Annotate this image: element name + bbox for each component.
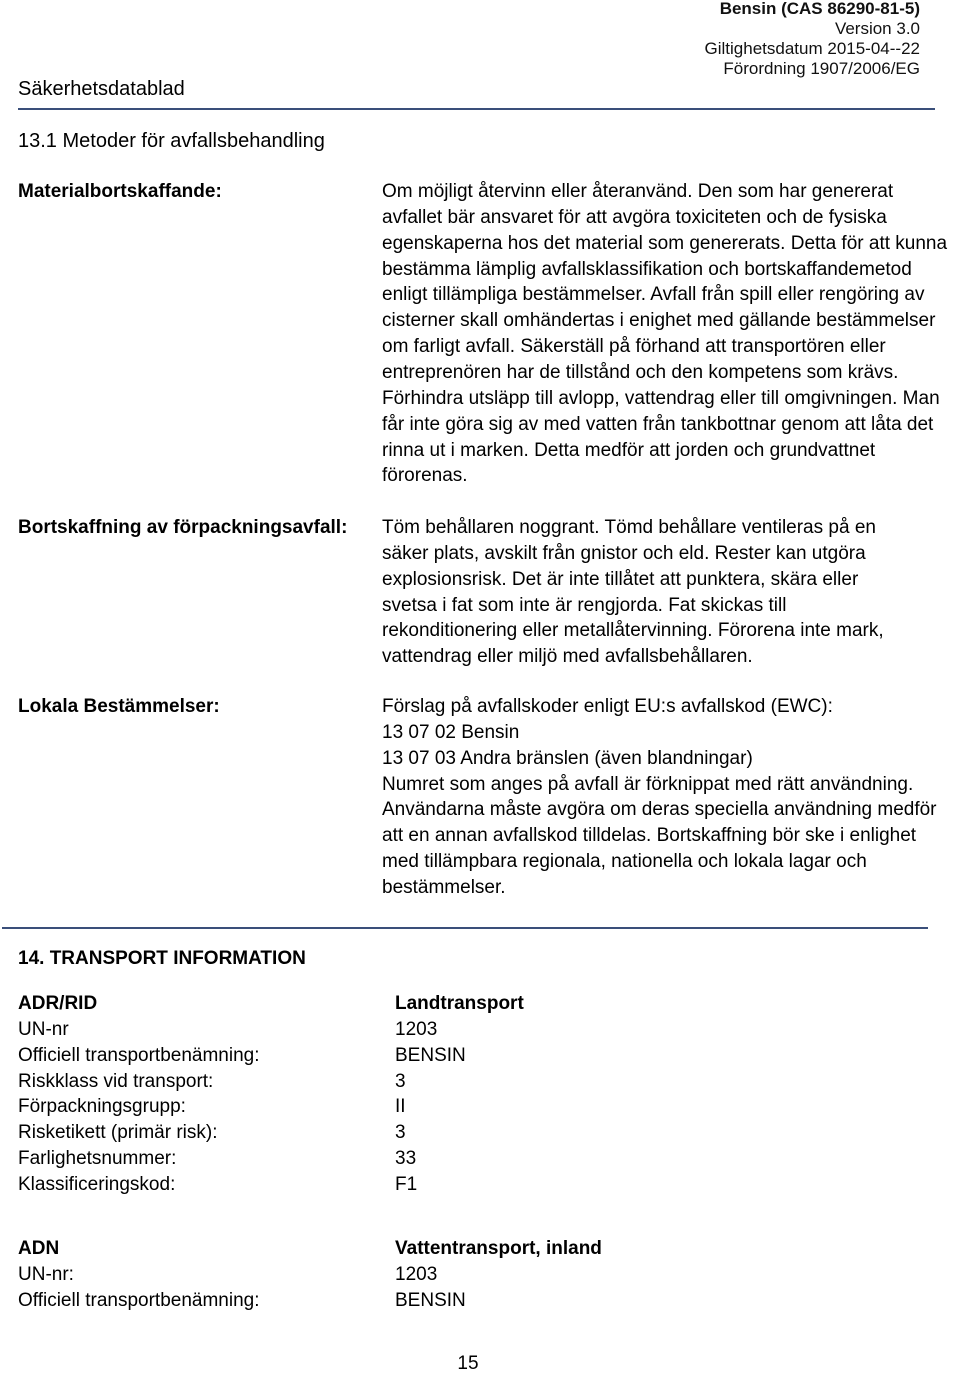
transport-mode-code: ADR/RID bbox=[18, 993, 98, 1014]
transport-table-header bbox=[18, 1236, 718, 1262]
row-value: II bbox=[395, 1096, 406, 1118]
row-label: Riskklass vid transport: bbox=[18, 1070, 214, 1092]
table-row bbox=[18, 1069, 718, 1095]
row-label: Klassificeringskod: bbox=[18, 1174, 176, 1196]
text-line: Töm behållaren noggrant. Tömd behållare ventileras på en bbox=[382, 517, 876, 538]
text-line: svetsa i fat som inte är rengjorda. Fat skickas till bbox=[382, 594, 787, 616]
transport-mode-name: Vattentransport, inland bbox=[395, 1238, 602, 1259]
row-value: BENSIN bbox=[395, 1044, 466, 1066]
text-line: bestämmelser. bbox=[382, 877, 506, 899]
document-header-info bbox=[705, 0, 920, 79]
page-number: 15 bbox=[457, 1353, 479, 1374]
text-line: förorenas. bbox=[382, 465, 468, 487]
table-row bbox=[18, 1043, 718, 1069]
row-label: Förpackningsgrupp: bbox=[18, 1096, 186, 1118]
text-line: egenskaperna hos det material som genererats. Detta för att kunna bbox=[382, 232, 948, 254]
row-value: 1203 bbox=[395, 1263, 438, 1285]
text-line: entreprenören har de tillstånd och den kompetens som krävs. bbox=[382, 362, 899, 384]
row-label: UN-nr: bbox=[18, 1263, 74, 1285]
disposal-row-local-regulations bbox=[0, 694, 960, 899]
local-regulations-label: Lokala Bestämmelser: bbox=[18, 696, 220, 717]
row-value: 33 bbox=[395, 1148, 417, 1170]
disposal-row-packaging bbox=[0, 515, 960, 668]
table-row bbox=[18, 1288, 718, 1314]
row-value: 1203 bbox=[395, 1018, 438, 1040]
transport-table-adr-rid bbox=[18, 991, 718, 1198]
header-regulation: Förordning 1907/2006/EG bbox=[723, 59, 920, 78]
table-row bbox=[18, 1120, 718, 1146]
table-row bbox=[18, 1017, 718, 1043]
transport-table-adn bbox=[18, 1236, 718, 1314]
table-row bbox=[18, 1094, 718, 1120]
header-divider bbox=[18, 108, 935, 110]
row-label: Officiell transportbenämning: bbox=[18, 1044, 260, 1066]
packaging-disposal-label: Bortskaffning av förpackningsavfall: bbox=[18, 517, 348, 538]
transport-table-header bbox=[18, 991, 718, 1017]
text-line: 13 07 02 Bensin bbox=[382, 721, 520, 743]
row-value: 3 bbox=[395, 1122, 406, 1144]
table-row bbox=[18, 1146, 718, 1172]
text-line: Förslag på avfallskoder enligt EU:s avfallskod (EWC): bbox=[382, 696, 833, 717]
text-line: rekonditionering eller metallåtervinning. Förorena inte mark, bbox=[382, 620, 884, 642]
document-title: Säkerhetsdatablad bbox=[18, 78, 185, 100]
packaging-disposal-text bbox=[382, 515, 884, 670]
table-row bbox=[18, 1172, 718, 1198]
text-line: bestämma lämplig avfallsklassifikation och bortskaffandemetod bbox=[382, 258, 912, 280]
row-label: Farlighetsnummer: bbox=[18, 1148, 177, 1170]
text-line: säker plats, avskilt från gnistor och eld. Rester kan utgöra bbox=[382, 542, 866, 564]
material-disposal-text bbox=[382, 179, 947, 489]
row-value: BENSIN bbox=[395, 1289, 466, 1311]
text-line: avfallet bär ansvaret för att avgöra toxiciteten och de fysiska bbox=[382, 206, 887, 228]
text-line: om farligt avfall. Säkerställ på förhand att transportören eller bbox=[382, 336, 886, 358]
text-line: explosionsrisk. Det är inte tillåtet att punktera, skära eller bbox=[382, 568, 859, 590]
text-line: 13 07 03 Andra bränslen (även blandningar) bbox=[382, 747, 753, 769]
text-line: Om möjligt återvinn eller återanvänd. Den som har genererat bbox=[382, 181, 894, 202]
section-13-1-heading: 13.1 Metoder för avfallsbehandling bbox=[18, 130, 325, 152]
disposal-row-material bbox=[0, 179, 960, 487]
text-line: enligt tillämpliga bestämmelser. Avfall från spill eller rengöring av bbox=[382, 284, 925, 306]
row-label: UN-nr bbox=[18, 1018, 69, 1040]
section-14-heading: 14. TRANSPORT INFORMATION bbox=[18, 948, 306, 969]
row-label: Risketikett (primär risk): bbox=[18, 1122, 218, 1144]
local-regulations-text bbox=[382, 694, 937, 901]
text-line: rinna ut i marken. Detta medför att jorden och grundvattnet bbox=[382, 439, 876, 461]
text-line: att en annan avfallskod tilldelas. Bortskaffning bör ske i enlighet bbox=[382, 825, 917, 847]
transport-mode-code: ADN bbox=[18, 1238, 60, 1259]
text-line: med tillämpbara regionala, nationella och lokala lagar och bbox=[382, 851, 867, 873]
header-version: Version 3.0 bbox=[834, 19, 920, 38]
text-line: Förhindra utsläpp till avlopp, vattendrag eller till omgivningen. Man bbox=[382, 387, 940, 409]
text-line: får inte göra sig av med vatten från tankbottnar genom att låta det bbox=[382, 413, 934, 435]
row-value: 3 bbox=[395, 1070, 406, 1092]
row-value: F1 bbox=[395, 1174, 418, 1196]
text-line: Numret som anges på avfall är förknippat med rätt användning. bbox=[382, 773, 914, 795]
header-validity-date: Giltighetsdatum 2015-04--22 bbox=[704, 39, 920, 58]
transport-mode-name: Landtransport bbox=[395, 993, 524, 1014]
table-row bbox=[18, 1262, 718, 1288]
row-label: Officiell transportbenämning: bbox=[18, 1289, 260, 1311]
text-line: cisterner skall omhändertas i enighet med gällande bestämmelser bbox=[382, 310, 936, 332]
section-divider bbox=[2, 927, 928, 929]
header-product-name: Bensin (CAS 86290-81-5) bbox=[719, 0, 920, 18]
text-line: Användarna måste avgöra om deras speciella användning medför bbox=[382, 799, 937, 821]
material-disposal-label: Materialbortskaffande: bbox=[18, 181, 222, 202]
text-line: vattendrag eller miljö med avfallsbehållaren. bbox=[382, 646, 753, 668]
